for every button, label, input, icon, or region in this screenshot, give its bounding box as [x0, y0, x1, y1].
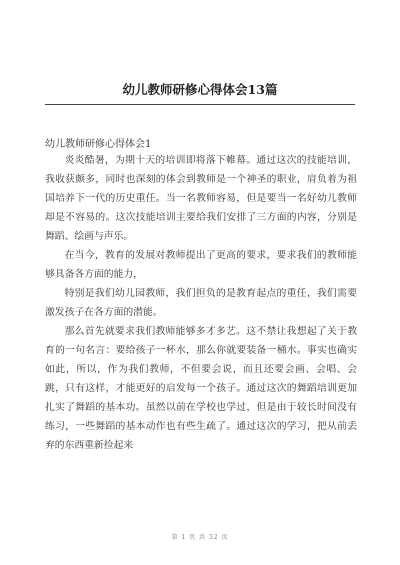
page-number: 第 1 页 共 32 页	[171, 534, 229, 541]
paragraph: 那么首先就要求我们教师能够多才多艺。这不禁让我想起了关于教育的一句名言：要给孩子一杯水，那么你就要装备一桶水。事实也确实如此，所以，作为我们教师，不但要会说，而且还要会画、会唱、会跳，只有这样，才能更好的启发每一个孩子。通过这次的舞蹈培训更加扎实了舞蹈的基本功。虽然以前在学校也学过，但是由于较长时间没有练习，一些舞蹈的基本动作也有些生疏了。通过这次的学习，把从前丢弃的东西重新捡起来	[45, 326, 357, 451]
section-heading: 幼儿教师研修心得体会1	[45, 139, 152, 150]
body-text	[45, 151, 357, 455]
document-title: 幼儿教师研修心得体会13篇	[122, 82, 278, 97]
paragraph: 在当今，教育的发展对教师提出了更高的要求，要求我们的教师能够具备各方面的能力，	[45, 250, 357, 280]
paragraph: 特别是我们幼儿园教师，我们担负的是教育起点的重任，我们需要激发孩子在各方面的潜能。	[45, 288, 357, 318]
title-divider	[45, 104, 355, 105]
paragraph: 炎炎酷暑，为期十天的培训即将落下帷幕。通过这次的技能培训，我收获颇多，同时也深刻的体会到教师是一个神圣的职业，肩负着为祖国培养下一代的历史重任。当一名教师容易，但是要当一名好幼儿教师却是不容易的。这次技能培训主要给我们安排了三方面的内容，分别是舞蹈、绘画与声乐。	[45, 155, 357, 242]
